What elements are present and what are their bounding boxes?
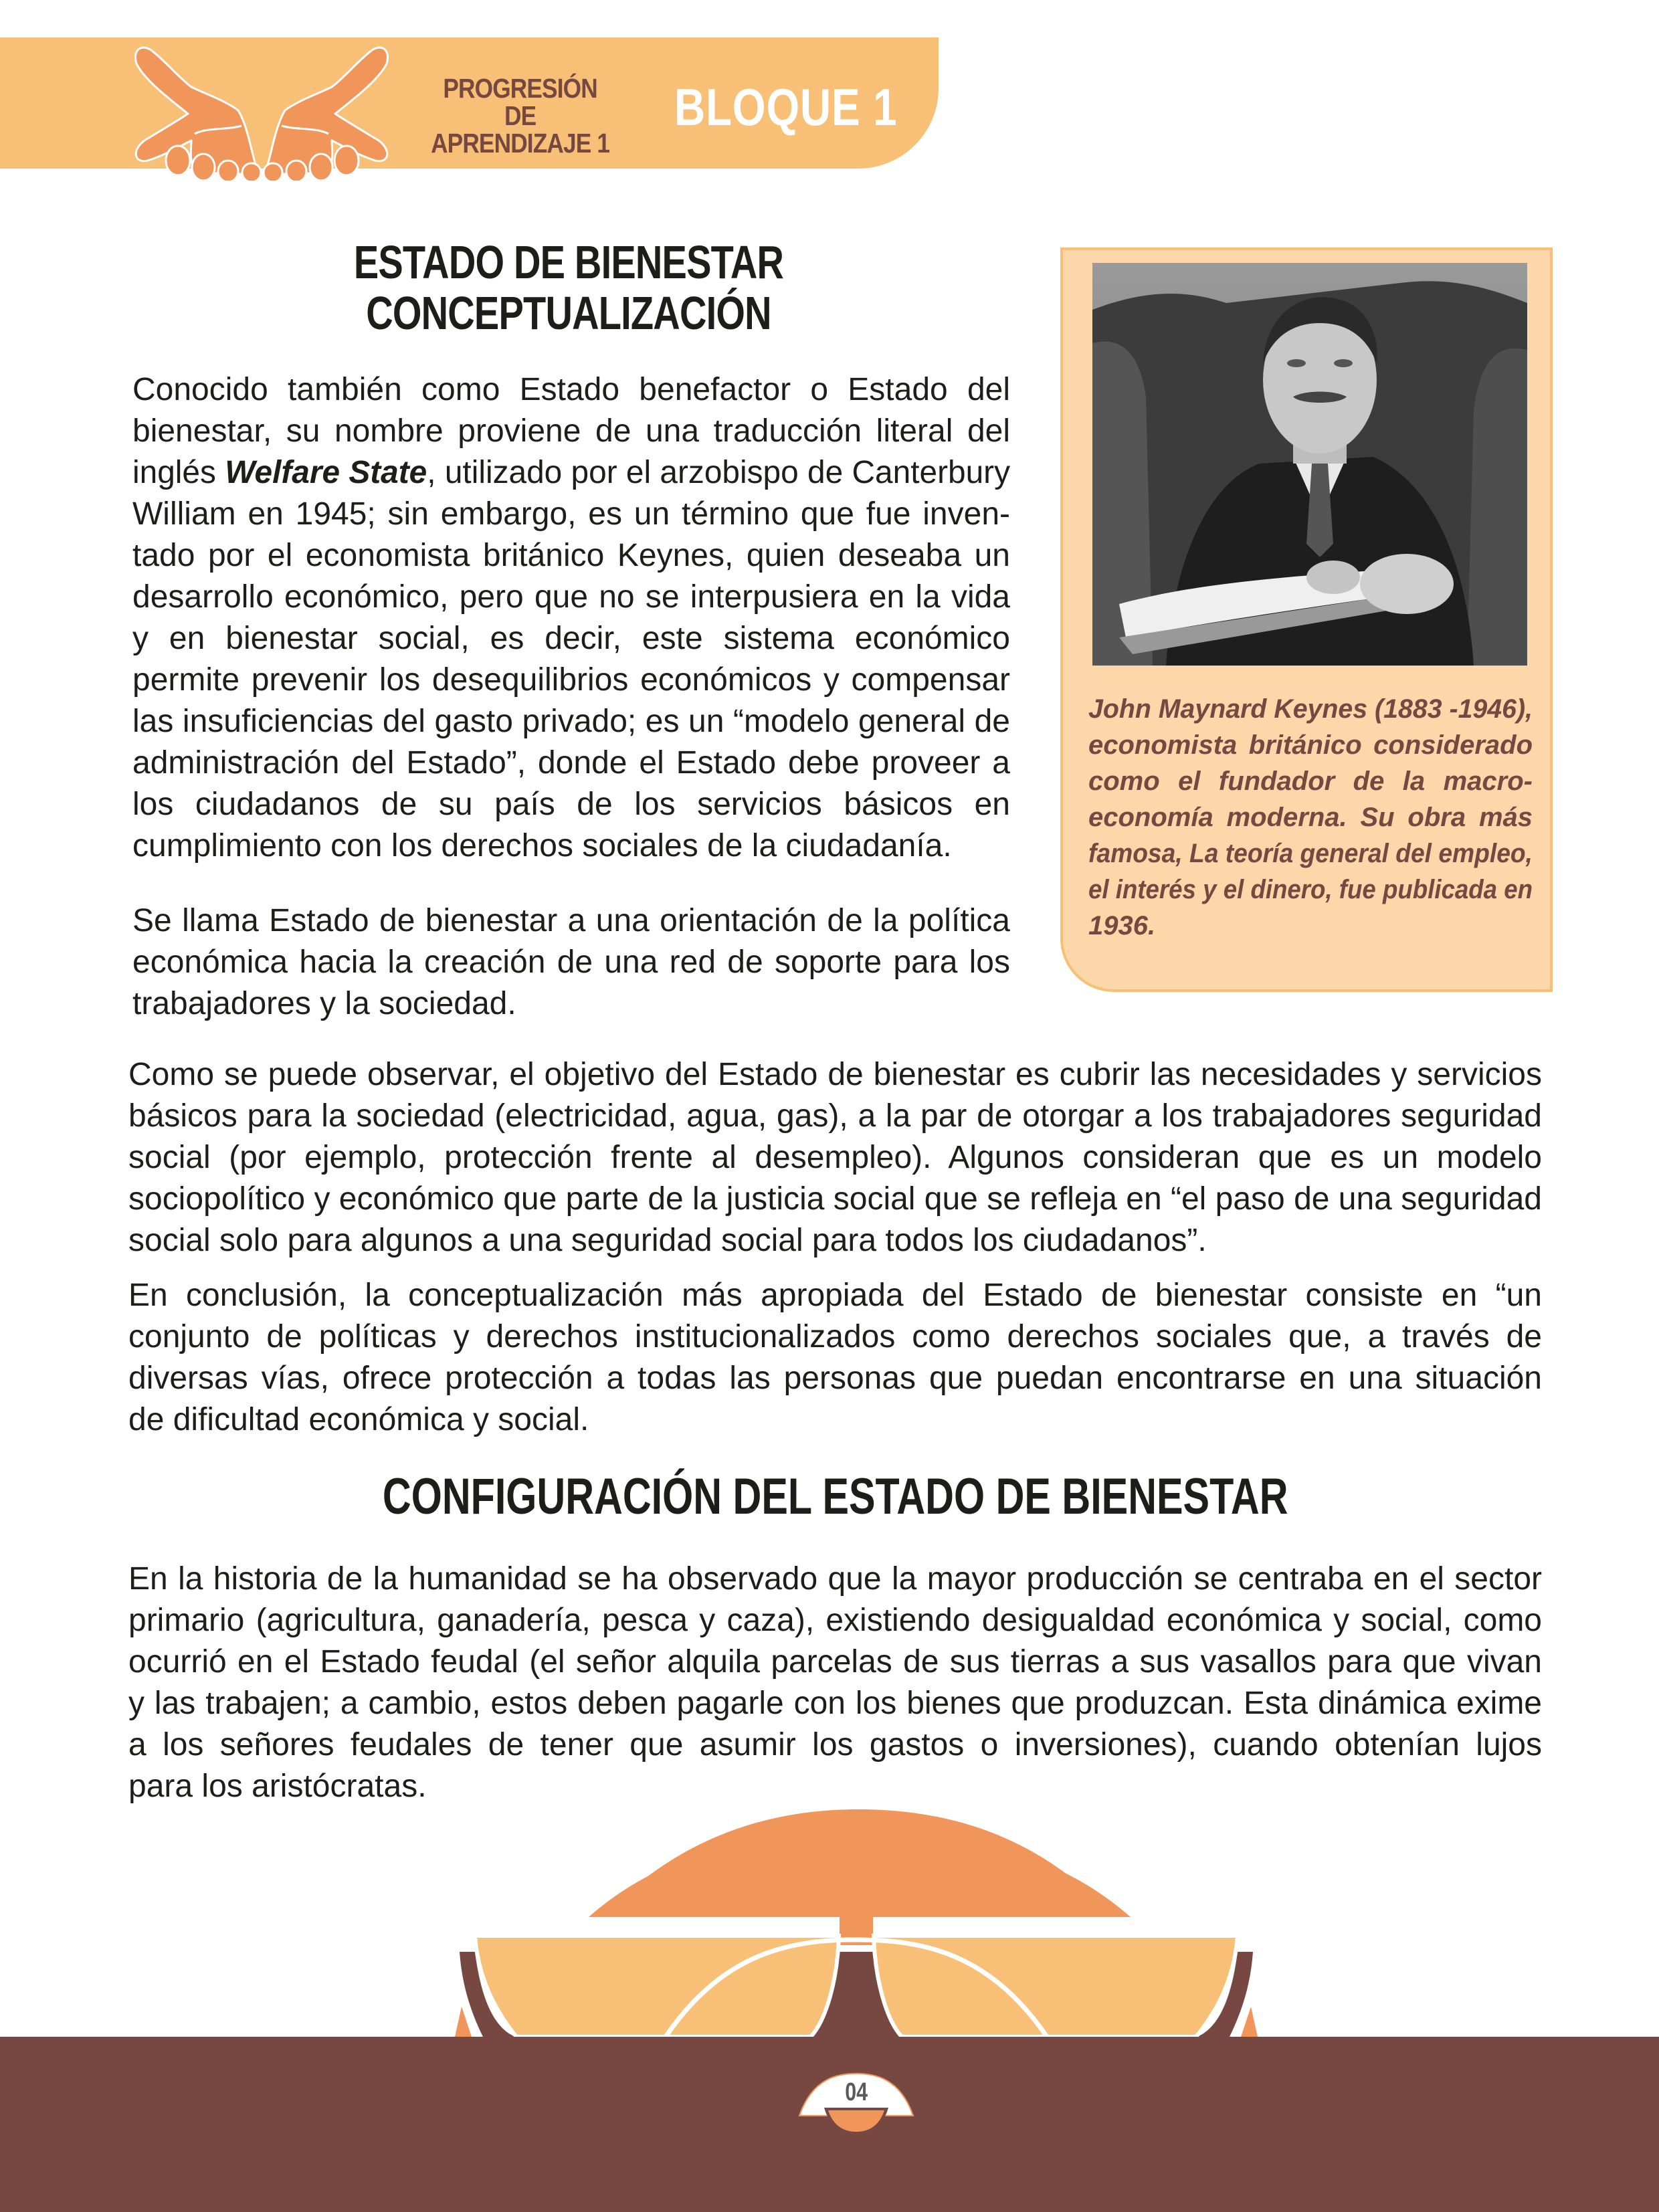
text-line: económica hacia la creación de una red de soporte para los <box>132 944 1010 980</box>
text-line: William en 1945; sin embargo, es un término que fue inven- <box>132 496 1010 532</box>
portrait-caption <box>1088 691 1533 944</box>
text-line: las insuficiencias del gasto privado; es un “modelo general de <box>132 704 1010 739</box>
text-line: ocurrió en el Estado feudal (el señor alquila parcelas de sus tierras a sus vasallos para que vivan <box>128 1644 1542 1680</box>
text-line: tado por el economista británico Keynes, quien deseaba un <box>132 538 1010 573</box>
lens-right <box>874 1936 1238 2037</box>
text-line: social (por ejemplo, protección frente al desempleo). Algunos consideran que es un modelo <box>128 1140 1542 1175</box>
paragraph-intro <box>132 369 1010 867</box>
caption-line: John Maynard Keynes (1883 -1946), <box>1088 694 1533 724</box>
caption-line: famosa, La teoría general del empleo, <box>1088 839 1533 868</box>
text-line: desarrollo económico, pero que no se interpusiera en la vida <box>132 579 1010 615</box>
progression-line-2: APRENDIZAJE 1 <box>431 128 610 159</box>
text-line: básicos para la sociedad (electricidad, agua, gas), a la par de otorgar a los trabajadores seguridad <box>128 1098 1542 1134</box>
page-number <box>796 2079 916 2106</box>
welfare-after: , utilizado por el arzobispo de Canterbury <box>427 455 1010 490</box>
open-hands-icon <box>124 40 399 181</box>
text-line: cumplimiento con los derechos sociales de la ciudadanía. <box>132 828 952 864</box>
text-line: y las trabajen; a cambio, estos deben pagarle con los bienes que produzcan. Esta dinámica exime <box>128 1686 1542 1721</box>
progression-line-1: PROGRESIÓN DE <box>443 73 597 131</box>
caption-line: economía moderna. Su obra más <box>1088 803 1533 832</box>
welfare-state-emphasis: Welfare State <box>225 455 427 490</box>
paragraph-conclusion <box>128 1275 1542 1441</box>
footer-glasses-illustration <box>0 1806 1659 2047</box>
block-label: BLOQUE 1 <box>674 78 898 136</box>
text-line: administración del Estado”, donde el Estado debe proveer a <box>132 745 1010 781</box>
section-title <box>201 237 937 338</box>
portrait-illustration <box>1092 263 1527 666</box>
text-line: En conclusión, la conceptualización más apropiada del Estado de bienestar consiste en “un <box>128 1278 1542 1313</box>
text-line: de dificultad económica y social. <box>128 1402 589 1437</box>
text-line: los ciudadanos de su país de los servicios básicos en <box>132 787 1010 822</box>
text-line: Conocido también como Estado benefactor o Estado del <box>132 372 1010 407</box>
section-2-title-text: CONFIGURACIÓN DEL ESTADO DE BIENESTAR <box>382 1468 1288 1525</box>
text-line: trabajadores y la sociedad. <box>132 986 516 1021</box>
section-2-title <box>128 1469 1542 1525</box>
section-title-line-1: ESTADO DE BIENESTAR <box>353 236 784 288</box>
text-line: a los señores feudales de tener que asumir los gastos o inversiones), cuando obtenían lujos <box>128 1727 1542 1763</box>
lens-left <box>475 1936 839 2037</box>
paragraph-history <box>128 1559 1542 1807</box>
text-line: permite prevenir los desequilibrios económicos y compensar <box>132 662 1010 698</box>
text-line: Como se puede observar, el objetivo del Estado de bienestar es cubrir las necesidades y servicios <box>128 1057 1542 1092</box>
text-line: para los aristócratas. <box>128 1769 427 1804</box>
text-line: Se llama Estado de bienestar a una orientación de la política <box>132 903 1010 938</box>
welfare-before: inglés <box>132 455 225 490</box>
paragraph-definition <box>132 900 1010 1025</box>
text-line: primario (agricultura, ganadería, pesca y caza), existiendo desigualdad económica y social, como <box>128 1603 1542 1638</box>
text-line: diversas vías, ofrece protección a todas las personas que puedan encontrarse en una situación <box>128 1361 1542 1396</box>
keynes-portrait <box>1092 263 1527 666</box>
section-title-line-2: CONCEPTUALIZACIÓN <box>366 287 771 339</box>
text-line: social solo para algunos a una seguridad social para todos los ciudadanos”. <box>128 1223 1207 1258</box>
page-number-text: 04 <box>845 2078 868 2106</box>
text-line-welfare <box>132 452 1010 494</box>
caption-line: economista británico considerado <box>1088 730 1533 760</box>
text-line: sociopolítico y económico que parte de la justicia social que se refleja en “el paso de una seguridad <box>128 1181 1542 1217</box>
text-line: En la historia de la humanidad se ha observado que la mayor producción se centraba en el sector <box>128 1561 1542 1597</box>
text-line: conjunto de políticas y derechos institucionalizados como derechos sociales que, a través de <box>128 1319 1542 1354</box>
caption-line: como el fundador de la macro- <box>1088 767 1533 796</box>
progression-label <box>428 75 612 157</box>
text-line: bienestar, su nombre proviene de una traducción literal del <box>132 413 1010 449</box>
caption-line: 1936. <box>1088 911 1156 940</box>
caption-line: el interés y el dinero, fue publicada en <box>1088 875 1533 904</box>
paragraph-objective <box>128 1054 1542 1262</box>
text-line: y en bienestar social, es decir, este sistema económico <box>132 621 1010 656</box>
